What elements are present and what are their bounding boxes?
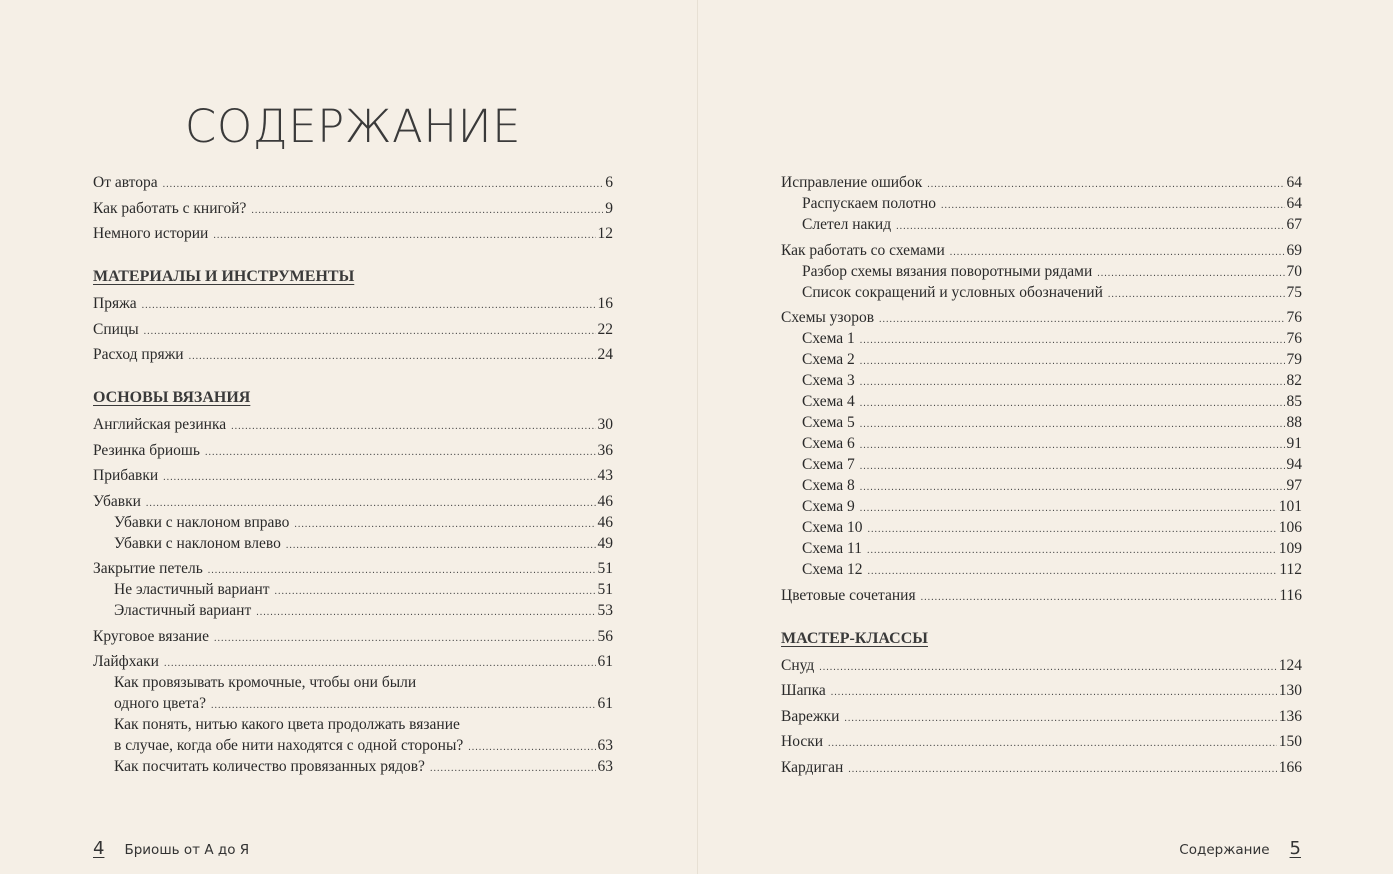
toc-subentry[interactable]: Схема 2 ..... 79 bbox=[781, 349, 1302, 370]
toc-left bbox=[93, 172, 613, 777]
toc-entry[interactable]: Кардиган ..... 166 bbox=[781, 757, 1302, 778]
toc-entry[interactable]: Убавки ..... 46 bbox=[93, 491, 613, 512]
toc-right bbox=[781, 172, 1302, 778]
toc-entry[interactable]: Как работать с книгой? ..... 9 bbox=[93, 198, 613, 219]
right-page bbox=[697, 0, 1393, 874]
toc-entry[interactable]: Пряжа ..... 16 bbox=[93, 293, 613, 314]
contents-title: СОДЕРЖАНИЕ bbox=[184, 100, 522, 153]
page-number: 4 bbox=[93, 838, 105, 859]
toc-entry[interactable]: Лайфхаки ..... 61 bbox=[93, 651, 613, 672]
footer-left bbox=[93, 838, 249, 859]
toc-entry[interactable]: Исправление ошибок ..... 64 bbox=[781, 172, 1302, 193]
toc-subentry[interactable]: Схема 11 ..... 109 bbox=[781, 538, 1302, 559]
toc-subentry[interactable]: Убавки с наклоном влево ..... 49 bbox=[93, 533, 613, 554]
toc-subentry[interactable]: Слетел накид ..... 67 bbox=[781, 214, 1302, 235]
running-title: Бриошь от А до Я bbox=[124, 842, 250, 858]
toc-entry[interactable]: Закрытие петель ..... 51 bbox=[93, 558, 613, 579]
toc-subentry[interactable]: Схема 12 ..... 112 bbox=[781, 559, 1302, 580]
toc-entry[interactable]: Расход пряжи ..... 24 bbox=[93, 344, 613, 365]
section-heading-basics: ОСНОВЫ ВЯЗАНИЯ bbox=[93, 389, 251, 406]
toc-subentry[interactable]: Схема 4 ..... 85 bbox=[781, 391, 1302, 412]
toc-entry[interactable]: Носки ..... 150 bbox=[781, 731, 1302, 752]
toc-subentry[interactable]: Эластичный вариант ..... 53 bbox=[93, 600, 613, 621]
toc-subentry[interactable]: Список сокращений и условных обозначений ..... 75 bbox=[781, 282, 1302, 303]
toc-subentry[interactable]: Схема 5 ..... 88 bbox=[781, 412, 1302, 433]
toc-entry[interactable]: Схемы узоров ..... 76 bbox=[781, 307, 1302, 328]
toc-subentry[interactable]: Схема 7 ..... 94 bbox=[781, 454, 1302, 475]
toc-subentry[interactable]: Схема 1 ..... 76 bbox=[781, 328, 1302, 349]
toc-subentry[interactable]: Распускаем полотно ..... 64 bbox=[781, 193, 1302, 214]
section-heading-masterclasses: МАСТЕР-КЛАССЫ bbox=[781, 629, 928, 647]
toc-subentry[interactable]: Как посчитать количество провязанных рядов? ..... 63 bbox=[93, 756, 613, 777]
page-number: 5 bbox=[1289, 838, 1301, 859]
toc-entry[interactable]: Варежки ..... 136 bbox=[781, 706, 1302, 727]
running-title: Содержание bbox=[1179, 842, 1270, 858]
toc-entry[interactable]: Снуд ..... 124 bbox=[781, 655, 1302, 676]
toc-entry[interactable]: Прибавки ..... 43 bbox=[93, 465, 613, 486]
toc-entry[interactable]: Резинка бриошь ..... 36 bbox=[93, 440, 613, 461]
toc-subentry[interactable]: Разбор схемы вязания поворотными рядами ..... 70 bbox=[781, 261, 1302, 282]
footer-right bbox=[1179, 838, 1301, 859]
toc-subentry[interactable]: Схема 10 ..... 106 bbox=[781, 517, 1302, 538]
toc-entry[interactable]: Как работать со схемами ..... 69 bbox=[781, 240, 1302, 261]
toc-entry[interactable]: Немного истории ..... 12 bbox=[93, 223, 613, 244]
toc-subentry[interactable]: Как понять, нитью какого цвета продолжать вязание в случае, когда обе нити находятся с одной стороны? ..... 63 bbox=[93, 714, 613, 756]
toc-entry[interactable]: Английская резинка ..... 30 bbox=[93, 414, 613, 435]
toc-entry[interactable]: От автора ..... 6 bbox=[93, 172, 613, 193]
toc-subentry[interactable]: Схема 9 ..... 101 bbox=[781, 496, 1302, 517]
toc-subentry[interactable]: Схема 8 ..... 97 bbox=[781, 475, 1302, 496]
toc-entry[interactable]: Цветовые сочетания ..... 116 bbox=[781, 585, 1302, 606]
section-heading-materials: МАТЕРИАЛЫ И ИНСТРУМЕНТЫ bbox=[93, 268, 355, 285]
toc-entry[interactable]: Шапка ..... 130 bbox=[781, 680, 1302, 701]
toc-subentry[interactable]: Схема 6 ..... 91 bbox=[781, 433, 1302, 454]
toc-subentry[interactable]: Убавки с наклоном вправо ..... 46 bbox=[93, 512, 613, 533]
toc-subentry[interactable]: Схема 3 ..... 82 bbox=[781, 370, 1302, 391]
toc-entry[interactable]: Круговое вязание ..... 56 bbox=[93, 626, 613, 647]
toc-subentry[interactable]: Как провязывать кромочные, чтобы они были одного цвета? ..... 61 bbox=[93, 672, 613, 714]
toc-entry[interactable]: Спицы ..... 22 bbox=[93, 319, 613, 340]
toc-subentry[interactable]: Не эластичный вариант ..... 51 bbox=[93, 579, 613, 600]
